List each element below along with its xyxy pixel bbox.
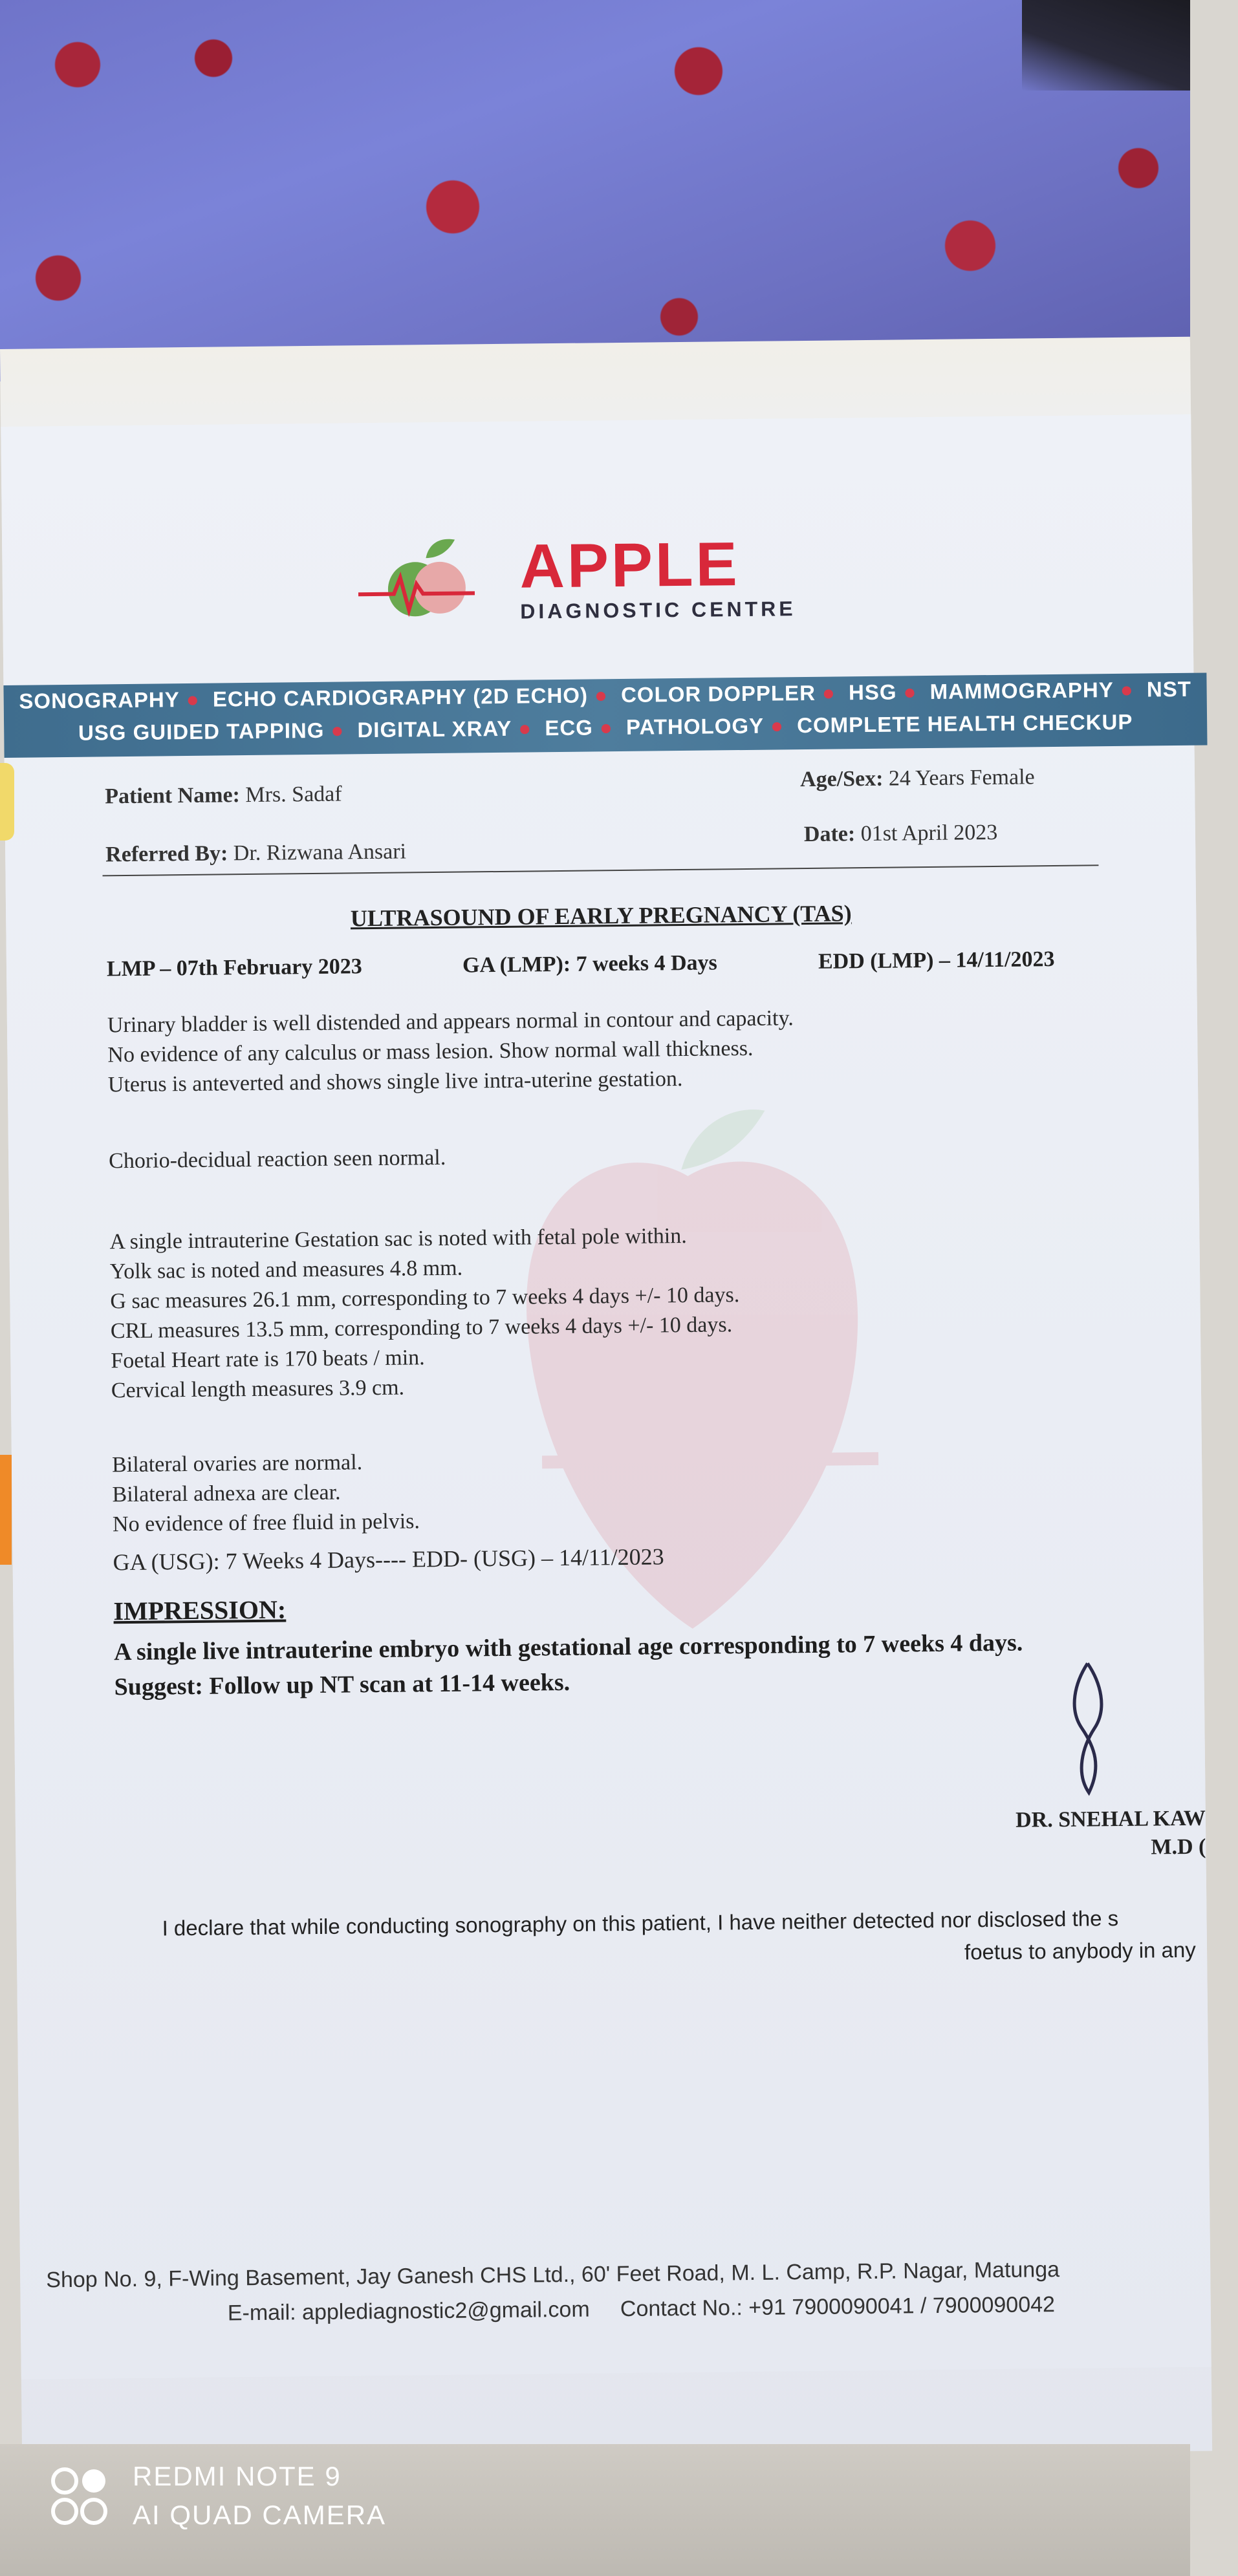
doctor-signature [1048,1657,1127,1806]
findings-paragraph-2 [109,1143,446,1176]
patient-name-value: Mrs. Sadaf [245,782,342,808]
finding-line: Bilateral ovaries are normal. [111,1450,363,1477]
declaration-line: foetus to anybody in any [964,1937,1196,1964]
service-item: ECHO CARDIOGRAPHY (2D ECHO) [212,683,589,711]
header-divider [103,864,1099,876]
findings-paragraph-4 [112,1447,420,1540]
doctor-block [960,1805,1206,1864]
finding-line: CRL measures 13.5 mm, corresponding to 7 weeks 4 days +/- 10 days. [110,1313,733,1344]
service-item: DIGITAL XRAY [357,716,512,742]
service-item: PATHOLOGY [625,713,765,739]
patient-name-label: Patient Name: [105,783,241,809]
service-item: NST [1146,676,1192,702]
finding-line: Foetal Heart rate is 170 beats / min. [111,1346,425,1373]
service-item: MAMMOGRAPHY [929,677,1114,703]
age-value: 24 Years Female [888,765,1035,791]
findings-paragraph-1 [107,1004,794,1100]
lmp-date: LMP – 07th February 2023 [106,954,362,982]
services-banner [3,672,1207,757]
finding-line: Chorio-decidual reaction seen normal. [108,1145,446,1174]
clinic-logo [364,515,818,643]
finding-line: Uterus is anteverted and shows single live intra-uterine gestation. [107,1067,683,1097]
camera-model: REDMI NOTE 9 [133,2461,342,2491]
footer-contact: Contact No.: +91 7900090041 / 7900090042 [620,2292,1056,2322]
orange-edge [0,1455,12,1565]
footer [46,2250,1237,2332]
service-item: USG GUIDED TAPPING [78,718,325,745]
camera-label: AI QUAD CAMERA [133,2500,387,2530]
impression-line: Suggest: Follow up NT scan at 11-14 weeks. [114,1668,570,1701]
date-value: 01st April 2023 [860,820,998,846]
date-label: Date: [803,822,856,847]
yellow-edge [0,763,14,841]
ga-usg-line: GA (USG): 7 Weeks 4 Days---- EDD- (USG) – 14/11/2023 [113,1543,664,1576]
patient-name [105,782,342,810]
referred-by [105,839,406,867]
findings-paragraph-3 [109,1221,741,1406]
impression-text [114,1626,1023,1705]
referred-label: Referred By: [105,841,228,867]
service-item: SONOGRAPHY [19,687,180,713]
footer-email: E-mail: applediagnostic2@gmail.com [227,2297,590,2326]
brand-subtitle: DIAGNOSTIC CENTRE [520,597,796,623]
referred-value: Dr. Rizwana Ansari [233,839,407,866]
report-title: ULTRASOUND OF EARLY PREGNANCY (TAS) [350,900,852,932]
finding-line: No evidence of any calculus or mass lesion. Show normal wall thickness. [107,1036,754,1068]
finding-line: A single intrauterine Gestation sac is noted with fetal pole within. [109,1223,687,1254]
finding-line: No evidence of free fluid in pelvis. [112,1509,420,1537]
finding-line: Cervical length measures 3.9 cm. [111,1375,405,1403]
camera-lens-icon [49,2465,113,2529]
finding-line: Bilateral adnexa are clear. [112,1480,341,1507]
service-item: HSG [848,680,897,705]
finding-line: Urinary bladder is well distended and appears normal in contour and capacity. [107,1006,794,1038]
doctor-degree: M.D ( [1151,1834,1206,1860]
service-item: COMPLETE HEALTH CHECKUP [796,709,1133,738]
finding-line: Yolk sac is noted and measures 4.8 mm. [109,1256,463,1284]
impression-line: A single live intrauterine embryo with gestational age corresponding to 7 weeks 4 days. [113,1629,1023,1666]
ga-lmp: GA (LMP): 7 weeks 4 Days [462,950,717,978]
brand-name: APPLE [519,530,741,601]
camera-watermark [133,2457,386,2535]
apple-heartbeat-icon [377,531,475,630]
age-label: Age/Sex: [799,766,884,792]
service-item: ECG [545,715,594,740]
declaration [162,1901,1223,1977]
service-item: COLOR DOPPLER [620,680,816,707]
services-row-2: USG GUIDED TAPPING ● DIGITAL XRAY ● ECG ● PATHOLOGY ● COMPLETE HEALTH CHECKUP [78,709,1133,745]
paper-inner [1,414,1211,2379]
age-sex [800,765,1035,792]
report-paper [0,337,1212,2463]
doctor-name: DR. SNEHAL KAW [1015,1806,1206,1832]
report-date [804,821,998,847]
services-row-1: SONOGRAPHY ● ECHO CARDIOGRAPHY (2D ECHO) ● COLOR DOPPLER ● HSG ● MAMMOGRAPHY ● NST [19,676,1192,713]
edd-lmp: EDD (LMP) – 14/11/2023 [818,947,1055,974]
footer-address: Shop No. 9, F-Wing Basement, Jay Ganesh CHS Ltd., 60' Feet Road, M. L. Camp, R.P. Nagar, Matunga [46,2257,1060,2293]
floral-cloth-background [0,0,1190,381]
declaration-line: I declare that while conducting sonography on this patient, I have neither detected nor disclosed the s [162,1906,1119,1940]
dark-corner [1022,0,1190,91]
impression-heading: IMPRESSION: [113,1594,287,1626]
finding-line: G sac measures 26.1 mm, corresponding to 7 weeks 4 days +/- 10 days. [110,1283,740,1314]
